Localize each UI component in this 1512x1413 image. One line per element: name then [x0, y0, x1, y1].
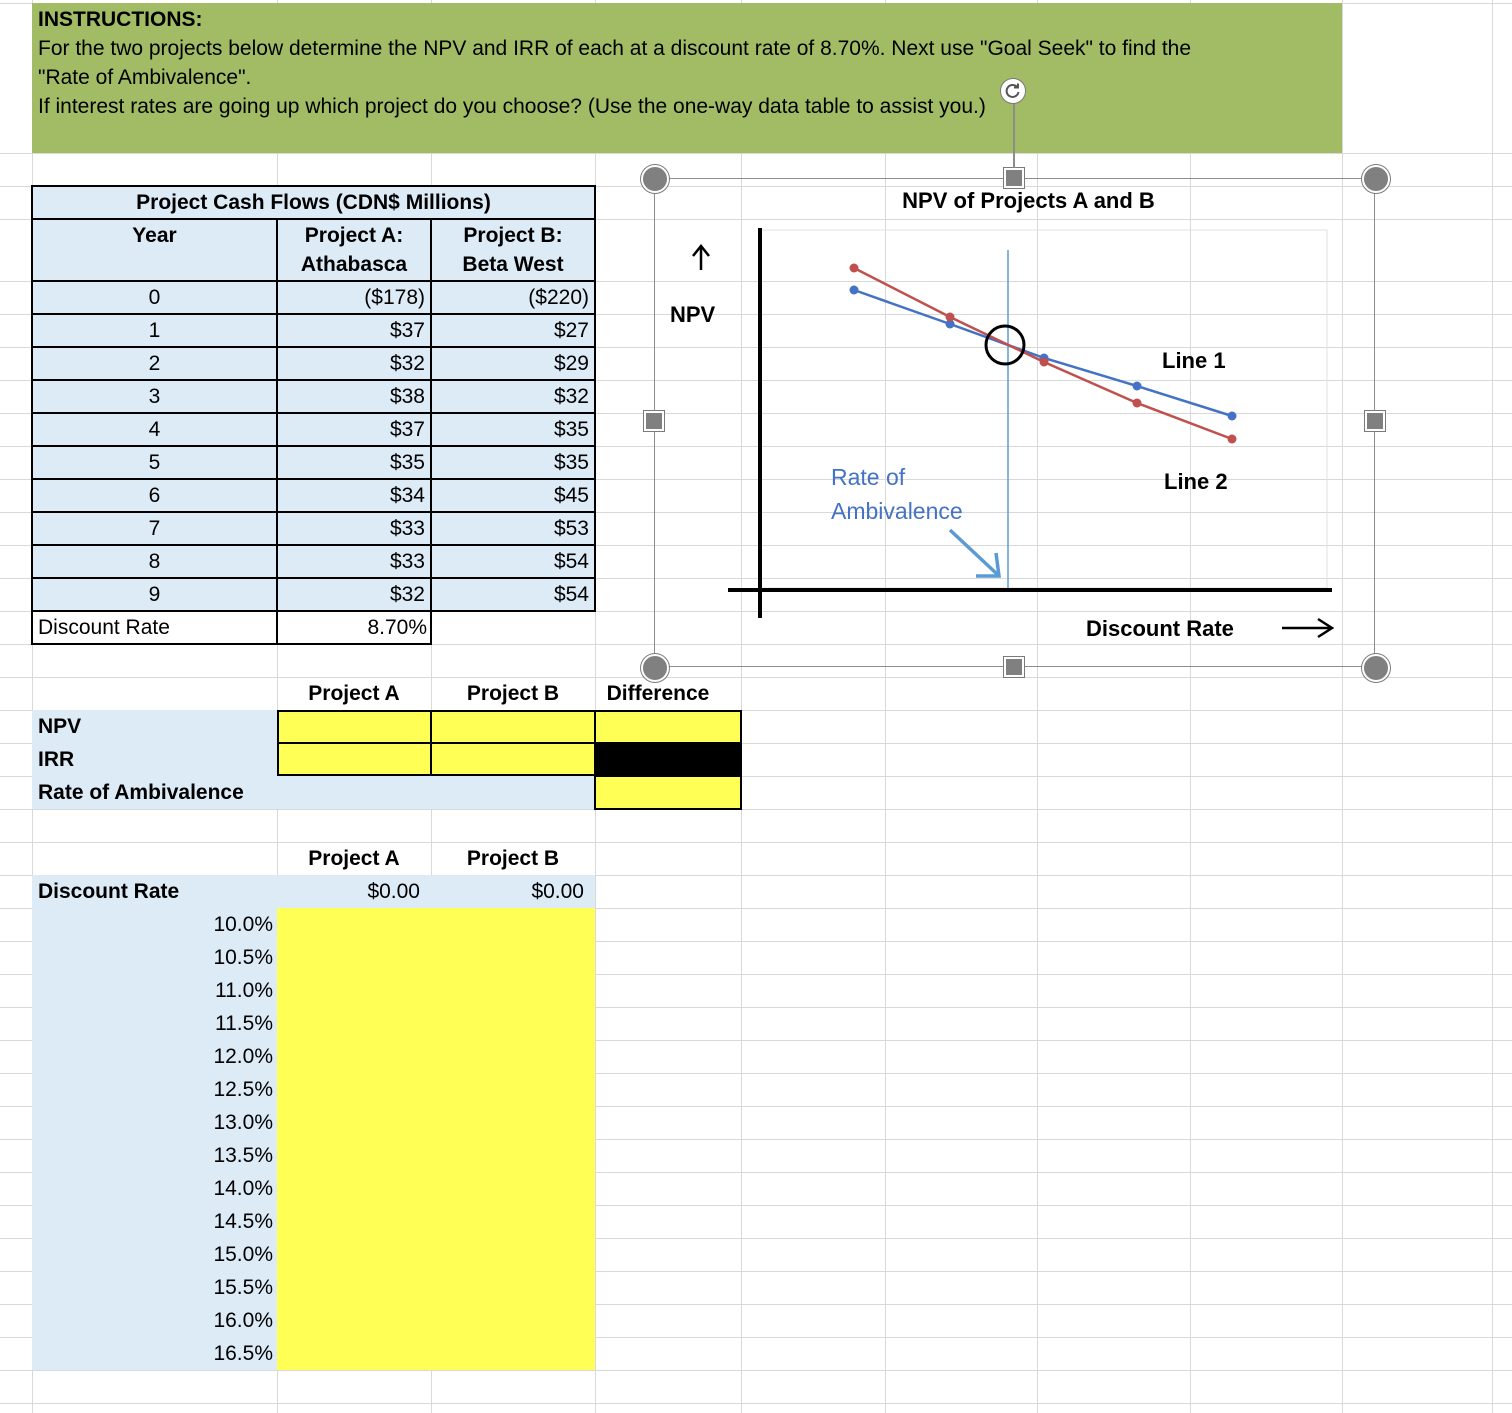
- sens-rate-cell[interactable]: 16.0%: [213, 1309, 273, 1332]
- cashflow-a-cell[interactable]: $34: [389, 484, 425, 507]
- resize-handle-bottom-right[interactable]: [1362, 654, 1390, 682]
- sens-col-b: Project B: [466, 847, 560, 870]
- rotate-handle-stem: [1013, 100, 1015, 168]
- discount-rate-label: Discount Rate: [38, 616, 170, 639]
- project-b-header-border: [430, 218, 596, 282]
- cashflow-year-cell[interactable]: 1: [148, 319, 161, 342]
- cashflow-b-cell[interactable]: $27: [553, 319, 589, 342]
- resize-handle-top[interactable]: [1004, 168, 1024, 188]
- sens-rate-cell[interactable]: 11.5%: [215, 1012, 273, 1035]
- cashflow-b-border: [430, 478, 596, 513]
- plot-area-border: [760, 230, 1327, 588]
- rotate-handle[interactable]: [1000, 78, 1026, 104]
- cashflow-year-cell[interactable]: 6: [148, 484, 161, 507]
- npv-label: NPV: [38, 715, 82, 738]
- cashflow-a-cell[interactable]: $33: [389, 550, 425, 573]
- cashflow-b-cell[interactable]: $35: [553, 418, 589, 441]
- cashflow-b-border: [430, 313, 596, 348]
- cashflow-b-border: [430, 445, 596, 480]
- cashflow-b-border: [430, 379, 596, 414]
- ambivalence-label: Rate of Ambivalence: [38, 781, 244, 804]
- sens-rate-cell[interactable]: 13.5%: [213, 1144, 273, 1167]
- resize-handle-top-right[interactable]: [1362, 165, 1390, 193]
- instructions-line-2: "Rate of Ambivalence".: [38, 66, 252, 89]
- cashflow-year-border: [31, 577, 278, 612]
- annotation-arrow-shaft: [950, 530, 997, 574]
- instructions-line-1: For the two projects below determine the NPV and IRR of each at a discount rate of 8.70%. Next use "Goal Seek" to find the: [38, 37, 1192, 60]
- chart-title: NPV of Projects A and B: [902, 188, 1155, 213]
- cashflow-a-border: [276, 445, 432, 480]
- resize-handle-left[interactable]: [644, 411, 664, 431]
- chart-annotation-line-2: Ambivalence: [831, 498, 963, 524]
- cashflow-title-border: [31, 185, 596, 220]
- discount-label-border: [31, 610, 278, 645]
- sens-rate-cell[interactable]: 12.0%: [213, 1045, 273, 1068]
- cashflow-year-border: [31, 544, 278, 579]
- cashflow-a-border: [276, 577, 432, 612]
- cashflow-year-border: [31, 478, 278, 513]
- cashflow-b-border: [430, 511, 596, 546]
- cashflow-a-cell[interactable]: $37: [389, 319, 425, 342]
- rotate-icon: [1001, 79, 1025, 103]
- irr-label: IRR: [38, 748, 75, 771]
- discount-value-border: [276, 610, 432, 645]
- cashflow-b-border: [430, 280, 596, 315]
- cashflow-year-cell[interactable]: 7: [148, 517, 161, 540]
- instructions-title: INSTRUCTIONS:: [38, 8, 203, 31]
- results-col-b: Project B: [466, 682, 560, 705]
- cashflow-b-cell[interactable]: $54: [553, 550, 589, 573]
- sens-rate-cell[interactable]: 10.0%: [213, 913, 273, 936]
- results-col-diff: Difference: [606, 682, 710, 705]
- instructions-line-3: If interest rates are going up which project do you choose? (Use the one-way data table to assist you.): [38, 95, 986, 118]
- cashflow-year-cell[interactable]: 5: [148, 451, 161, 474]
- sens-rate-cell[interactable]: 13.0%: [213, 1111, 273, 1134]
- cashflow-year-border: [31, 346, 278, 381]
- cashflow-a-border: [276, 280, 432, 315]
- cashflow-a-border: [276, 544, 432, 579]
- sens-rate-cell[interactable]: 14.5%: [213, 1210, 273, 1233]
- project-a-header-border: [276, 218, 432, 282]
- project-b-subheader: Beta West: [462, 253, 564, 276]
- cashflow-b-border: [430, 577, 596, 612]
- cashflow-year-border: [31, 379, 278, 414]
- sens-rate-cell[interactable]: 11.0%: [215, 979, 273, 1002]
- chart-picture[interactable]: [654, 178, 1375, 667]
- sens-rate-cell[interactable]: 15.0%: [213, 1243, 273, 1266]
- cashflow-a-border: [276, 478, 432, 513]
- cashflow-year-border: [31, 280, 278, 315]
- project-a-header: Project A:: [304, 224, 404, 247]
- resize-handle-right[interactable]: [1365, 411, 1385, 431]
- sens-rate-cell[interactable]: 16.5%: [213, 1342, 273, 1365]
- year-header-border: [31, 218, 278, 282]
- year-header: Year: [132, 224, 177, 247]
- cashflow-year-border: [31, 511, 278, 546]
- cashflow-b-cell[interactable]: $35: [553, 451, 589, 474]
- sens-col-a: Project A: [308, 847, 400, 870]
- sens-output-fill[interactable]: [277, 908, 595, 1370]
- chart-annotation-line-1: Rate of: [831, 464, 906, 490]
- cashflow-a-border: [276, 346, 432, 381]
- sens-rate-cell[interactable]: 15.5%: [213, 1276, 273, 1299]
- cashflow-a-cell[interactable]: $32: [389, 352, 425, 375]
- cashflow-year-cell[interactable]: 3: [148, 385, 161, 408]
- cashflow-year-cell[interactable]: 8: [148, 550, 161, 573]
- discount-rate-value[interactable]: 8.70%: [367, 616, 427, 639]
- sens-rate-cell[interactable]: 12.5%: [213, 1078, 273, 1101]
- resize-handle-bottom[interactable]: [1004, 657, 1024, 677]
- npv-a-cell[interactable]: [277, 710, 432, 744]
- sens-a-formula[interactable]: $0.00: [367, 880, 420, 903]
- cashflow-year-cell[interactable]: 4: [148, 418, 161, 441]
- cashflow-b-cell[interactable]: $53: [553, 517, 589, 540]
- resize-handle-bottom-left[interactable]: [641, 654, 669, 682]
- cashflow-year-cell[interactable]: 2: [148, 352, 161, 375]
- chart-y-label: NPV: [670, 302, 716, 327]
- cashflow-b-border: [430, 346, 596, 381]
- sens-rate-cell[interactable]: 10.5%: [213, 946, 273, 969]
- chart-line2-label: Line 2: [1164, 469, 1228, 494]
- cashflow-title: Project Cash Flows (CDN$ Millions): [136, 191, 491, 214]
- cashflow-b-cell[interactable]: $29: [553, 352, 589, 375]
- cashflow-year-border: [31, 313, 278, 348]
- cashflow-b-border: [430, 544, 596, 579]
- project-a-subheader: Athabasca: [300, 253, 408, 276]
- irr-diff-cell[interactable]: [594, 742, 742, 776]
- resize-handle-top-left[interactable]: [641, 165, 669, 193]
- cashflow-year-cell[interactable]: 9: [148, 583, 161, 606]
- results-col-a: Project A: [308, 682, 400, 705]
- chart-x-label: Discount Rate: [1086, 616, 1234, 641]
- cashflow-a-cell[interactable]: $33: [389, 517, 425, 540]
- cashflow-b-cell[interactable]: $45: [553, 484, 589, 507]
- cashflow-b-border: [430, 412, 596, 447]
- cashflow-a-border: [276, 511, 432, 546]
- sens-rate-cell[interactable]: 14.0%: [213, 1177, 273, 1200]
- cashflow-a-cell[interactable]: ($178): [364, 286, 425, 309]
- sens-rate-label: Discount Rate: [38, 880, 180, 903]
- irr-a-cell[interactable]: [277, 742, 432, 776]
- chart-line1-label: Line 1: [1162, 348, 1226, 373]
- cashflow-a-border: [276, 313, 432, 348]
- irr-b-cell[interactable]: [430, 742, 596, 776]
- cashflow-a-cell[interactable]: $35: [389, 451, 425, 474]
- cashflow-a-cell[interactable]: $38: [389, 385, 425, 408]
- cashflow-b-cell[interactable]: $54: [553, 583, 589, 606]
- npv-diff-cell[interactable]: [594, 710, 742, 744]
- project-b-header: Project B:: [463, 224, 563, 247]
- cashflow-a-cell[interactable]: $37: [389, 418, 425, 441]
- sens-b-formula[interactable]: $0.00: [531, 880, 584, 903]
- cashflow-b-cell[interactable]: $32: [553, 385, 589, 408]
- cashflow-year-border: [31, 445, 278, 480]
- cashflow-a-border: [276, 412, 432, 447]
- npv-b-cell[interactable]: [430, 710, 596, 744]
- instructions-banner: [32, 3, 1342, 153]
- chart-svg: [654, 178, 1375, 667]
- cashflow-a-cell[interactable]: $32: [389, 583, 425, 606]
- cashflow-a-border: [276, 379, 432, 414]
- cashflow-year-border: [31, 412, 278, 447]
- ambivalence-cell[interactable]: [594, 775, 742, 810]
- cashflow-b-cell[interactable]: ($220): [528, 286, 589, 309]
- cashflow-year-cell[interactable]: 0: [148, 286, 161, 309]
